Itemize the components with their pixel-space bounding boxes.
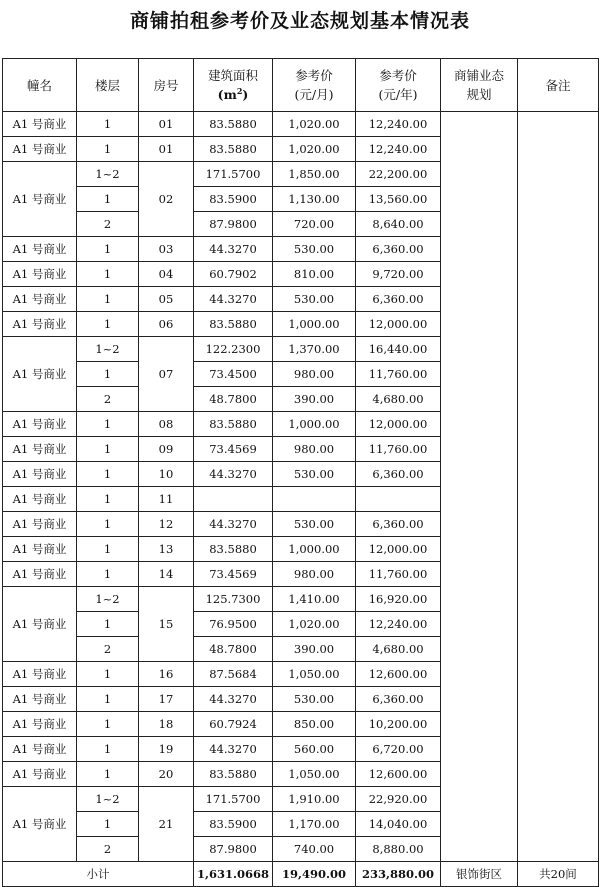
cell-area: 83.5880 <box>194 537 273 562</box>
cell-floor: 1 <box>77 362 139 387</box>
totals-monthly: 19,490.00 <box>273 862 356 887</box>
totals-yearly: 233,880.00 <box>356 862 441 887</box>
cell-area: 83.5900 <box>194 187 273 212</box>
totals-area: 1,631.0668 <box>194 862 273 887</box>
cell-area: 44.3270 <box>194 287 273 312</box>
cell-area: 83.5880 <box>194 137 273 162</box>
header-yearly: 参考价 (元/年) <box>356 59 441 112</box>
cell-monthly: 1,020.00 <box>273 112 356 137</box>
cell-monthly: 530.00 <box>273 512 356 537</box>
header-remark: 备注 <box>518 59 599 112</box>
cell-yearly: 12,240.00 <box>356 112 441 137</box>
cell-monthly: 530.00 <box>273 687 356 712</box>
cell-monthly <box>273 487 356 512</box>
cell-monthly: 530.00 <box>273 287 356 312</box>
cell-monthly: 1,170.00 <box>273 812 356 837</box>
cell-area: 44.3270 <box>194 512 273 537</box>
cell-area: 60.7924 <box>194 712 273 737</box>
cell-monthly: 1,020.00 <box>273 137 356 162</box>
cell-floor: 1~2 <box>77 162 139 187</box>
cell-building: A1 号商业 <box>3 312 77 337</box>
cell-yearly: 13,560.00 <box>356 187 441 212</box>
cell-area: 44.3270 <box>194 687 273 712</box>
cell-monthly: 740.00 <box>273 837 356 862</box>
cell-building: A1 号商业 <box>3 462 77 487</box>
cell-room: 01 <box>139 112 194 137</box>
cell-yearly: 22,200.00 <box>356 162 441 187</box>
cell-room: 15 <box>139 587 194 662</box>
cell-yearly: 6,360.00 <box>356 237 441 262</box>
cell-yearly: 6,720.00 <box>356 737 441 762</box>
cell-area: 44.3270 <box>194 462 273 487</box>
cell-area: 171.5700 <box>194 787 273 812</box>
cell-building: A1 号商业 <box>3 262 77 287</box>
cell-floor: 2 <box>77 387 139 412</box>
cell-yearly: 12,000.00 <box>356 312 441 337</box>
cell-yearly: 6,360.00 <box>356 287 441 312</box>
cell-yearly: 22,920.00 <box>356 787 441 812</box>
cell-yearly: 11,760.00 <box>356 362 441 387</box>
cell-room: 19 <box>139 737 194 762</box>
cell-building: A1 号商业 <box>3 487 77 512</box>
cell-building: A1 号商业 <box>3 412 77 437</box>
cell-yearly <box>356 487 441 512</box>
header-building: 幢名 <box>3 59 77 112</box>
cell-room: 06 <box>139 312 194 337</box>
cell-floor: 1 <box>77 512 139 537</box>
cell-room: 05 <box>139 287 194 312</box>
cell-room: 03 <box>139 237 194 262</box>
cell-floor: 1 <box>77 462 139 487</box>
cell-area: 44.3270 <box>194 737 273 762</box>
cell-building: A1 号商业 <box>3 512 77 537</box>
cell-room: 16 <box>139 662 194 687</box>
cell-floor: 2 <box>77 837 139 862</box>
cell-area: 122.2300 <box>194 337 273 362</box>
cell-area: 44.3270 <box>194 237 273 262</box>
header-room: 房号 <box>139 59 194 112</box>
cell-building: A1 号商业 <box>3 687 77 712</box>
cell-area: 60.7902 <box>194 262 273 287</box>
cell-yearly: 12,240.00 <box>356 137 441 162</box>
cell-area: 125.7300 <box>194 587 273 612</box>
cell-building: A1 号商业 <box>3 162 77 237</box>
cell-building: A1 号商业 <box>3 137 77 162</box>
cell-monthly: 810.00 <box>273 262 356 287</box>
cell-monthly: 1,130.00 <box>273 187 356 212</box>
cell-room: 10 <box>139 462 194 487</box>
cell-yearly: 14,040.00 <box>356 812 441 837</box>
cell-yearly: 11,760.00 <box>356 437 441 462</box>
cell-floor: 1~2 <box>77 587 139 612</box>
cell-room: 01 <box>139 137 194 162</box>
cell-floor: 2 <box>77 637 139 662</box>
cell-building: A1 号商业 <box>3 562 77 587</box>
cell-floor: 1 <box>77 762 139 787</box>
cell-monthly: 1,000.00 <box>273 537 356 562</box>
cell-yearly: 12,600.00 <box>356 662 441 687</box>
cell-yearly: 12,600.00 <box>356 762 441 787</box>
cell-area: 48.7800 <box>194 637 273 662</box>
cell-monthly: 560.00 <box>273 737 356 762</box>
cell-plan-merged <box>441 112 518 862</box>
cell-room: 17 <box>139 687 194 712</box>
cell-yearly: 12,240.00 <box>356 612 441 637</box>
cell-room: 04 <box>139 262 194 287</box>
cell-building: A1 号商业 <box>3 762 77 787</box>
cell-monthly: 390.00 <box>273 637 356 662</box>
cell-yearly: 12,000.00 <box>356 412 441 437</box>
table-row <box>3 112 599 137</box>
cell-building: A1 号商业 <box>3 662 77 687</box>
cell-floor: 1 <box>77 687 139 712</box>
cell-area: 83.5880 <box>194 412 273 437</box>
cell-yearly: 11,760.00 <box>356 562 441 587</box>
header-row <box>3 59 599 112</box>
cell-monthly: 1,000.00 <box>273 312 356 337</box>
cell-floor: 1 <box>77 712 139 737</box>
cell-room: 07 <box>139 337 194 412</box>
cell-monthly: 1,850.00 <box>273 162 356 187</box>
cell-monthly: 530.00 <box>273 237 356 262</box>
cell-area: 73.4569 <box>194 562 273 587</box>
cell-area: 87.5684 <box>194 662 273 687</box>
cell-monthly: 850.00 <box>273 712 356 737</box>
cell-building: A1 号商业 <box>3 337 77 412</box>
cell-area: 73.4500 <box>194 362 273 387</box>
cell-floor: 1 <box>77 437 139 462</box>
cell-room: 21 <box>139 787 194 862</box>
cell-room: 02 <box>139 162 194 237</box>
cell-area: 73.4569 <box>194 437 273 462</box>
cell-monthly: 530.00 <box>273 462 356 487</box>
cell-yearly: 10,200.00 <box>356 712 441 737</box>
page-title: 商铺拍租参考价及业态规划基本情况表 <box>129 10 470 32</box>
totals-label: 小计 <box>3 862 194 887</box>
cell-yearly: 16,440.00 <box>356 337 441 362</box>
cell-building: A1 号商业 <box>3 237 77 262</box>
cell-floor: 1 <box>77 312 139 337</box>
cell-floor: 1~2 <box>77 337 139 362</box>
cell-floor: 2 <box>77 212 139 237</box>
header-plan: 商铺业态 规划 <box>441 59 518 112</box>
cell-floor: 1 <box>77 187 139 212</box>
cell-yearly: 8,880.00 <box>356 837 441 862</box>
cell-room: 18 <box>139 712 194 737</box>
cell-area <box>194 487 273 512</box>
cell-floor: 1 <box>77 662 139 687</box>
cell-area: 83.5880 <box>194 112 273 137</box>
cell-monthly: 390.00 <box>273 387 356 412</box>
cell-building: A1 号商业 <box>3 787 77 862</box>
cell-monthly: 1,050.00 <box>273 662 356 687</box>
cell-area: 83.5880 <box>194 762 273 787</box>
cell-floor: 1 <box>77 262 139 287</box>
cell-floor: 1 <box>77 137 139 162</box>
cell-area: 171.5700 <box>194 162 273 187</box>
header-area: 建筑面积 $(m^2)$ <box>194 59 273 112</box>
cell-area: 83.5900 <box>194 812 273 837</box>
cell-monthly: 980.00 <box>273 437 356 462</box>
cell-yearly: 4,680.00 <box>356 637 441 662</box>
cell-room: 13 <box>139 537 194 562</box>
cell-floor: 1 <box>77 237 139 262</box>
cell-monthly: 720.00 <box>273 212 356 237</box>
cell-yearly: 6,360.00 <box>356 687 441 712</box>
cell-building: A1 号商业 <box>3 537 77 562</box>
cell-monthly: 980.00 <box>273 562 356 587</box>
cell-floor: 1 <box>77 412 139 437</box>
cell-yearly: 8,640.00 <box>356 212 441 237</box>
cell-building: A1 号商业 <box>3 737 77 762</box>
totals-remark: 共20间 <box>518 862 599 887</box>
cell-building: A1 号商业 <box>3 712 77 737</box>
rental-table <box>2 58 599 887</box>
cell-room: 08 <box>139 412 194 437</box>
cell-floor: 1 <box>77 287 139 312</box>
header-monthly: 参考价 (元/月) <box>273 59 356 112</box>
cell-area: 76.9500 <box>194 612 273 637</box>
cell-room: 14 <box>139 562 194 587</box>
cell-area: 83.5880 <box>194 312 273 337</box>
cell-yearly: 6,360.00 <box>356 512 441 537</box>
cell-room: 12 <box>139 512 194 537</box>
cell-monthly: 1,000.00 <box>273 412 356 437</box>
cell-floor: 1 <box>77 112 139 137</box>
cell-building: A1 号商业 <box>3 587 77 662</box>
cell-monthly: 1,410.00 <box>273 587 356 612</box>
cell-area: 87.9800 <box>194 837 273 862</box>
cell-floor: 1 <box>77 537 139 562</box>
cell-monthly: 1,910.00 <box>273 787 356 812</box>
cell-monthly: 980.00 <box>273 362 356 387</box>
cell-room: 11 <box>139 487 194 512</box>
cell-yearly: 6,360.00 <box>356 462 441 487</box>
cell-floor: 1 <box>77 487 139 512</box>
cell-floor: 1 <box>77 812 139 837</box>
cell-floor: 1 <box>77 612 139 637</box>
cell-building: A1 号商业 <box>3 437 77 462</box>
cell-yearly: 4,680.00 <box>356 387 441 412</box>
totals-plan: 银饰街区 <box>441 862 518 887</box>
cell-building: A1 号商业 <box>3 112 77 137</box>
cell-monthly: 1,020.00 <box>273 612 356 637</box>
totals-row <box>3 862 599 887</box>
cell-area: 87.9800 <box>194 212 273 237</box>
cell-floor: 1 <box>77 562 139 587</box>
cell-room: 20 <box>139 762 194 787</box>
cell-floor: 1 <box>77 737 139 762</box>
cell-yearly: 16,920.00 <box>356 587 441 612</box>
cell-remark-merged <box>518 112 599 862</box>
cell-monthly: 1,370.00 <box>273 337 356 362</box>
cell-room: 09 <box>139 437 194 462</box>
cell-floor: 1~2 <box>77 787 139 812</box>
cell-yearly: 12,000.00 <box>356 537 441 562</box>
cell-monthly: 1,050.00 <box>273 762 356 787</box>
cell-area: 48.7800 <box>194 387 273 412</box>
cell-building: A1 号商业 <box>3 287 77 312</box>
cell-yearly: 9,720.00 <box>356 262 441 287</box>
header-floor: 楼层 <box>77 59 139 112</box>
